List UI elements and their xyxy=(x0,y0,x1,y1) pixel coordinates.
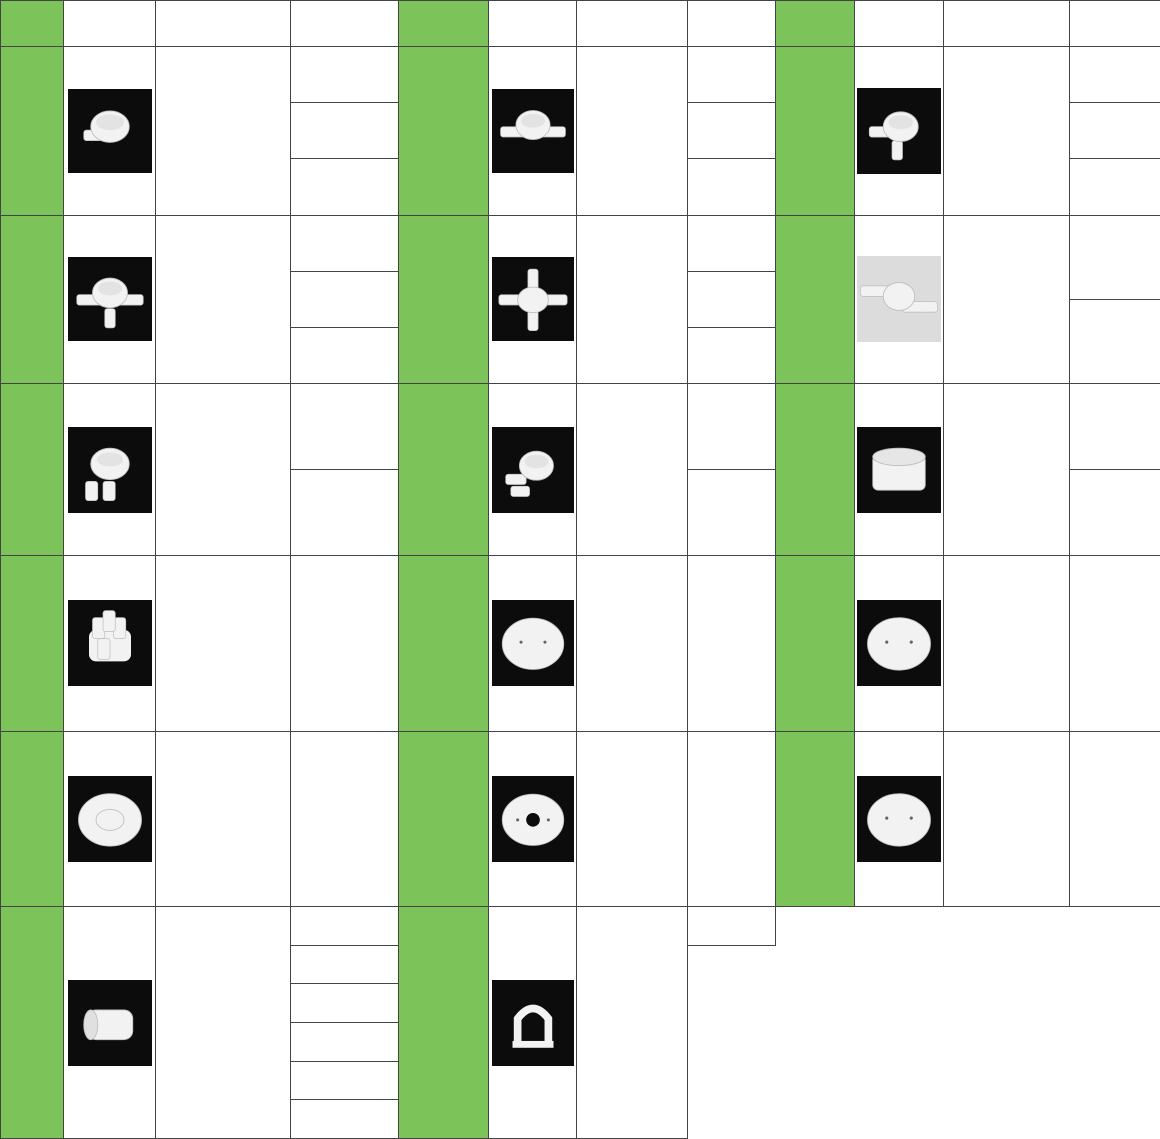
product-photo-cell xyxy=(489,383,577,555)
product-photo-cell xyxy=(489,47,577,216)
coverbase-fitting-image xyxy=(857,600,941,686)
size-value xyxy=(1070,556,1160,732)
header-product-name xyxy=(577,1,688,47)
size-value xyxy=(291,1022,399,1061)
product-photo-cell xyxy=(489,556,577,732)
product-photo-cell xyxy=(489,215,577,383)
size-value xyxy=(291,47,399,103)
box1-fitting-image xyxy=(68,89,152,173)
product-photo-cell xyxy=(64,215,156,383)
box4-fitting-image xyxy=(492,257,574,341)
coupler-fitting-image xyxy=(68,980,152,1066)
item-number xyxy=(1,907,64,1139)
product-name xyxy=(156,731,291,907)
table-row xyxy=(1,731,1160,907)
coverhole-fitting-image xyxy=(492,776,574,862)
box2-fitting-image xyxy=(857,88,941,174)
item-number xyxy=(399,731,489,907)
product-photo-cell xyxy=(64,383,156,555)
size-value xyxy=(1070,47,1160,103)
size-value xyxy=(291,470,399,556)
size-value xyxy=(291,984,399,1023)
product-name xyxy=(156,215,291,383)
size-value xyxy=(688,327,776,383)
uclip-fitting-image xyxy=(492,980,574,1066)
product-name xyxy=(577,731,688,907)
item-number xyxy=(399,907,489,1139)
header-photo xyxy=(489,1,577,47)
size-value xyxy=(1070,299,1160,383)
product-photo-cell xyxy=(855,47,944,216)
item-number xyxy=(1,47,64,216)
product-name xyxy=(944,215,1070,383)
step-fitting-image xyxy=(68,600,152,686)
item-number xyxy=(1,383,64,555)
product-photo-cell xyxy=(64,47,156,216)
size-value xyxy=(291,945,399,984)
product-name xyxy=(577,556,688,732)
header-item-no xyxy=(776,1,855,47)
product-name xyxy=(156,383,291,555)
product-name xyxy=(577,907,688,1139)
table-row xyxy=(1,556,1160,732)
size-value xyxy=(291,271,399,327)
product-photo-cell xyxy=(64,556,156,732)
product-name xyxy=(577,215,688,383)
size-value xyxy=(291,1061,399,1100)
header-size xyxy=(1070,1,1160,47)
header-item-no xyxy=(399,1,489,47)
item-number xyxy=(399,383,489,555)
size-value xyxy=(688,271,776,327)
size-value xyxy=(688,470,776,556)
size-value xyxy=(291,383,399,469)
header-photo xyxy=(64,1,156,47)
item-number xyxy=(399,215,489,383)
coverdisc-fitting-image xyxy=(492,600,574,686)
table-row xyxy=(1,907,1160,946)
product-photo-cell xyxy=(489,907,577,1139)
header-size xyxy=(688,1,776,47)
size-value xyxy=(688,556,776,732)
header-product-name xyxy=(944,1,1070,47)
size-value xyxy=(1070,159,1160,215)
size-value xyxy=(291,731,399,907)
header-photo xyxy=(855,1,944,47)
size-value xyxy=(688,383,776,469)
size-value xyxy=(688,159,776,215)
boxy-fitting-image xyxy=(492,427,574,513)
boxround-fitting-image xyxy=(857,427,941,513)
product-photo-cell xyxy=(489,731,577,907)
table-row xyxy=(1,215,1160,243)
product-name xyxy=(156,47,291,216)
product-photo-cell xyxy=(64,907,156,1139)
coverrib-fitting-image xyxy=(68,776,152,862)
size-value xyxy=(1070,470,1160,556)
product-name xyxy=(944,47,1070,216)
item-number xyxy=(399,47,489,216)
product-photo-cell xyxy=(64,731,156,907)
header-item-no xyxy=(1,1,64,47)
size-value xyxy=(1070,383,1160,469)
item-number xyxy=(776,47,855,216)
boxtee-fitting-image xyxy=(68,257,152,341)
size-value xyxy=(291,1100,399,1139)
product-name xyxy=(156,907,291,1139)
product-name xyxy=(577,383,688,555)
item-number xyxy=(1,215,64,383)
size-value xyxy=(291,907,399,946)
size-value xyxy=(688,103,776,159)
table-row xyxy=(1,47,1160,103)
size-value xyxy=(291,159,399,215)
size-value xyxy=(1070,103,1160,159)
size-value xyxy=(291,215,399,271)
size-value xyxy=(1070,731,1160,907)
size-value xyxy=(688,215,776,271)
item-number xyxy=(776,383,855,555)
header-row xyxy=(1,1,1160,47)
product-photo-cell xyxy=(855,383,944,555)
product-photo-cell xyxy=(855,215,944,383)
header-product-name xyxy=(156,1,291,47)
coverbig-fitting-image xyxy=(857,776,941,862)
item-number xyxy=(776,731,855,907)
product-name xyxy=(156,556,291,732)
item-number xyxy=(776,215,855,383)
size-value xyxy=(291,327,399,383)
boxu-fitting-image xyxy=(68,427,152,513)
product-name xyxy=(944,383,1070,555)
item-number xyxy=(1,556,64,732)
item-number xyxy=(776,556,855,732)
boxh-fitting-image xyxy=(857,256,941,342)
item-number xyxy=(399,556,489,732)
header-size xyxy=(291,1,399,47)
size-value xyxy=(688,47,776,103)
product-name xyxy=(944,731,1070,907)
table-row xyxy=(1,383,1160,469)
size-value xyxy=(291,556,399,732)
item-number xyxy=(1,731,64,907)
size-value xyxy=(291,103,399,159)
size-value xyxy=(688,731,776,907)
product-photo-cell xyxy=(855,556,944,732)
size-value xyxy=(1070,215,1160,299)
product-name xyxy=(944,556,1070,732)
boxthru-fitting-image xyxy=(492,89,574,173)
product-name xyxy=(577,47,688,216)
product-photo-cell xyxy=(855,731,944,907)
size-value xyxy=(688,907,776,946)
